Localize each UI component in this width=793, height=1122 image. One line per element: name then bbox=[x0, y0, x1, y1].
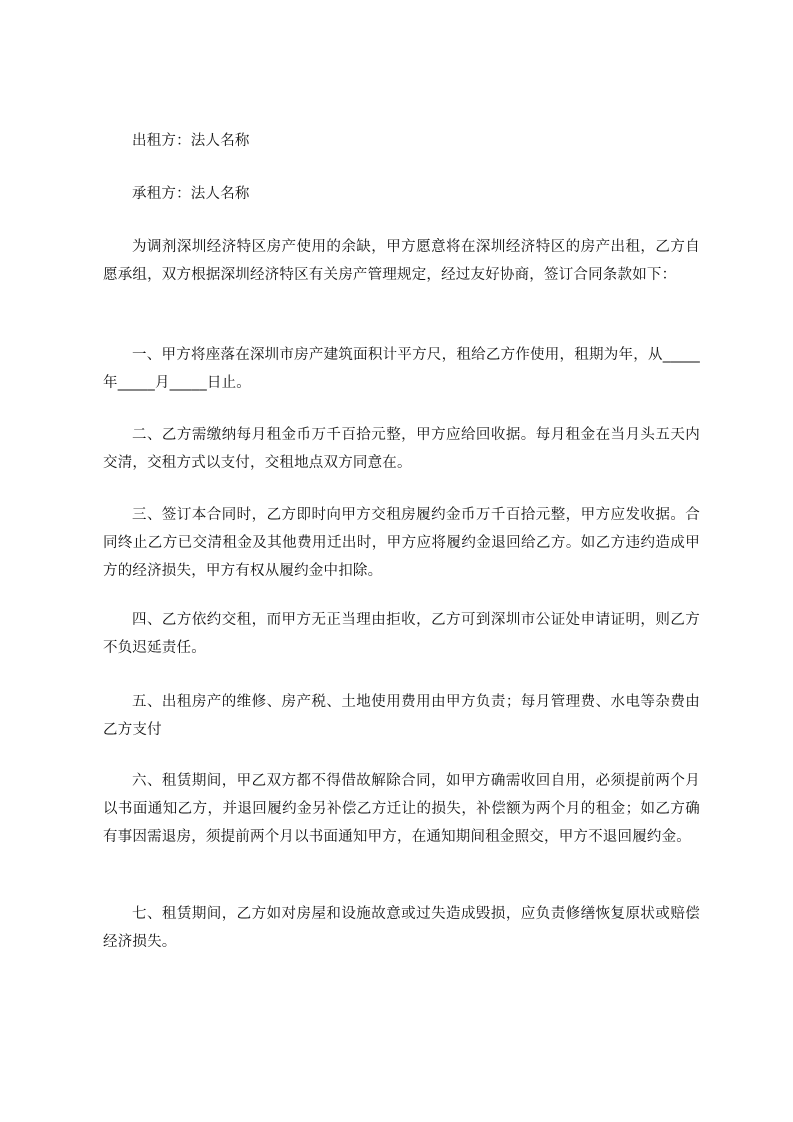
clause-4: 四、乙方依约交租，而甲方无正当理由拒收，乙方可到深圳市公证处申请证明，则乙方不负迟延责任。 bbox=[103, 612, 700, 656]
intro-paragraph: 为调剂深圳经济特区房产使用的余缺，甲方愿意将在深圳经济特区的房产出租，乙方自愿承组，双方根据深圳经济特区有关房产管理规定，经过友好协商，签订合同条款如下： bbox=[103, 239, 700, 283]
lessor-line: 出租方：法人名称 bbox=[132, 133, 250, 149]
clause-2: 二、乙方需缴纳每月租金币万千百拾元整，甲方应给回收据。每月租金在当月头五天内交清，交租方式以支付，交租地点双方同意在。 bbox=[103, 427, 700, 471]
clause-7: 七、租赁期间，乙方如对房屋和设施故意或过失造成毁损，应负责修缮恢复原状或赔偿经济损失。 bbox=[103, 906, 700, 950]
clause-6: 六、租赁期间，甲乙双方都不得借故解除合同，如甲方确需收回自用，必须提前两个月以书面通知乙方，并退回履约金另补偿乙方迁让的损失，补偿额为两个月的租金；如乙方确有事因需退房，须提前两个月以书面通知甲方，在通知期间租金照交，甲方不退回履约金。 bbox=[103, 773, 700, 845]
clause-5: 五、出租房产的维修、房产税、土地使用费用由甲方负责；每月管理费、水电等杂费由乙方支付 bbox=[103, 694, 700, 738]
lessee-line: 承租方：法人名称 bbox=[132, 186, 250, 202]
clause-3: 三、签订本合同时，乙方即时向甲方交租房履约金币万千百拾元整，甲方应发收据。合同终止乙方已交清租金及其他费用迁出时，甲方应将履约金退回给乙方。如乙方违约造成甲方的经济损失，甲方有权从履约金中扣除。 bbox=[103, 507, 700, 579]
clause-1: 一、甲方将座落在深圳市房产建筑面积计平方尺，租给乙方作使用，租期为年，从_____年_____月_____日止。 bbox=[103, 347, 700, 391]
